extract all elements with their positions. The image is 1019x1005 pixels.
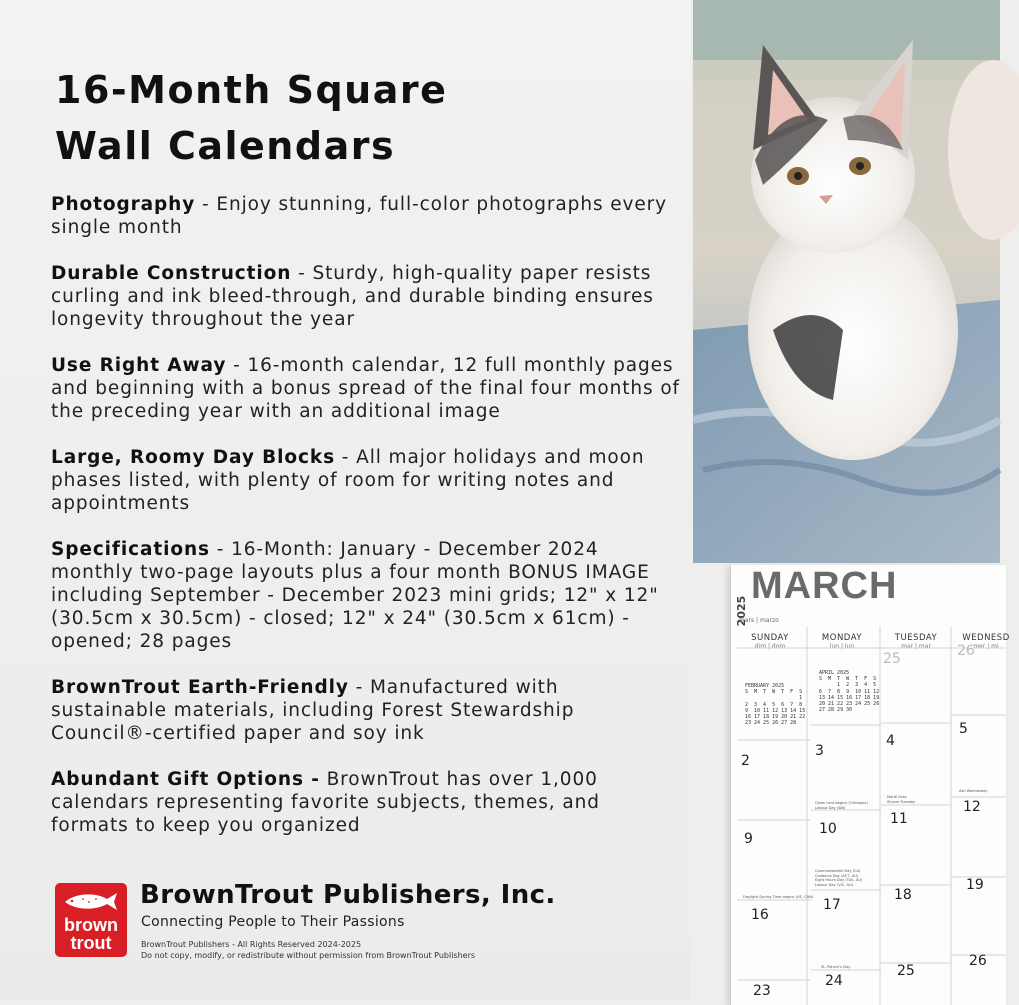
copyright-line-2: Do not copy, modify, or redistribute without permission from BrownTrout Publishers bbox=[141, 951, 476, 960]
title-line-2: Wall Calendars bbox=[55, 124, 396, 168]
day-name: MONDAY bbox=[821, 633, 863, 643]
feature-list bbox=[51, 193, 681, 860]
holiday-note bbox=[959, 789, 988, 794]
march-calendar-page bbox=[730, 565, 1010, 1005]
title-line-1: 16-Month Square bbox=[55, 68, 448, 112]
mini-calendar-february bbox=[745, 683, 805, 726]
day-number: 4 bbox=[886, 733, 895, 749]
day-number: 25 bbox=[897, 963, 915, 979]
feature-item bbox=[51, 446, 681, 515]
holiday-text: Shrove Tuesday bbox=[887, 799, 916, 804]
holiday-text: Ash Wednesday bbox=[959, 789, 988, 793]
day-translation: mar | mar bbox=[901, 643, 931, 650]
feature-text: All major holidays and moon phases listed, with plenty of room for writing notes and appointments bbox=[51, 447, 645, 514]
day-number: 26 bbox=[969, 953, 987, 969]
feature-separator bbox=[320, 769, 327, 790]
feature-text: Manufactured with sustainable materials, including Forest Stewardship Council®-certified paper and soy ink bbox=[51, 677, 575, 744]
day-number: 23 bbox=[753, 983, 771, 999]
feature-heading: Use Right Away bbox=[51, 355, 227, 376]
feature-item bbox=[51, 538, 681, 653]
day-number: 9 bbox=[744, 831, 753, 847]
day-translation: mer | mi bbox=[973, 643, 999, 650]
day-number: 24 bbox=[825, 973, 843, 989]
holiday-note bbox=[743, 895, 813, 900]
feature-item bbox=[51, 193, 681, 239]
copyright-notice bbox=[141, 939, 475, 961]
feature-item bbox=[51, 676, 681, 745]
feature-separator: - bbox=[335, 447, 357, 468]
page-title bbox=[55, 62, 447, 174]
feature-separator: - bbox=[291, 263, 313, 284]
logo-word-brown: brown bbox=[64, 915, 118, 935]
day-number: 16 bbox=[751, 907, 769, 923]
mini-calendar-grid: S M T W T F S 1 2 3 4 5 6 7 8 9 10 11 12 13 14 15 16 17 18 19 20 21 22 23 24 25 26 27 28 bbox=[745, 689, 806, 727]
publisher-tagline: Connecting People to Their Passions bbox=[141, 914, 405, 930]
feature-heading: BrownTrout Earth-Friendly bbox=[51, 677, 349, 698]
browntrout-logo bbox=[55, 883, 127, 957]
day-name: WEDNESD bbox=[962, 633, 1010, 643]
trout-fish-icon bbox=[61, 887, 121, 915]
feature-item bbox=[51, 354, 681, 423]
holiday-text: Clean Lent begins (Orthodox) bbox=[815, 801, 868, 805]
calendar-month-translations: mars | marzo bbox=[739, 617, 779, 624]
kitten-illustration bbox=[693, 0, 1000, 563]
day-number: 5 bbox=[959, 721, 968, 737]
day-name: SUNDAY bbox=[751, 633, 789, 643]
publisher-name: BrownTrout Publishers, Inc. bbox=[140, 880, 556, 910]
mini-calendar-title: APRIL 2025 bbox=[819, 670, 850, 676]
feature-text: BrownTrout has over 1,000 calendars representing favorite subjects, themes, and formats to keep you organized bbox=[51, 769, 600, 836]
holiday-text: Mardi Gras bbox=[887, 795, 907, 799]
kitten-photo bbox=[693, 0, 1000, 563]
day-translation: dim | dom bbox=[754, 643, 786, 650]
feature-item bbox=[51, 262, 681, 331]
holiday-text: Labour Day (VIC, AU) bbox=[815, 882, 854, 887]
publisher-block bbox=[52, 880, 672, 960]
day-number: 10 bbox=[819, 821, 837, 837]
day-number: 2 bbox=[741, 753, 750, 769]
feature-heading: Durable Construction bbox=[51, 263, 292, 284]
holiday-note bbox=[815, 869, 862, 887]
mini-calendar-title: FEBRUARY 2025 bbox=[745, 683, 785, 689]
holiday-note bbox=[815, 801, 868, 810]
logo-word-trout: trout bbox=[70, 933, 112, 953]
holiday-text: Commonwealth Day (CA) bbox=[815, 869, 861, 873]
feature-text: Enjoy stunning, full-color photographs every single month bbox=[51, 194, 668, 238]
day-name: TUESDAY bbox=[894, 633, 938, 643]
feature-heading: Photography bbox=[51, 194, 196, 215]
holiday-note bbox=[821, 965, 850, 970]
feature-text: 16-Month: January - December 2024 monthly two-page layouts plus a four month BONUS IMAGE including September - December 2023 mini grids; 12" x 12" (30.5cm x 30.5cm) - closed; 12" x 24" (30.5cm x 61cm) - opened; 28 pages bbox=[51, 539, 659, 652]
day-number: 19 bbox=[966, 877, 984, 893]
feature-heading: Large, Roomy Day Blocks bbox=[51, 447, 335, 468]
feature-text: Sturdy, high-quality paper resists curling and ink bleed-through, and durable binding ensures longevity throughout the year bbox=[51, 263, 654, 330]
feature-separator: - bbox=[195, 194, 217, 215]
day-number: 3 bbox=[815, 743, 824, 759]
mini-calendar-april bbox=[819, 670, 879, 713]
feature-heading: Abundant Gift Options - bbox=[51, 769, 320, 790]
feature-separator: - bbox=[226, 355, 248, 376]
feature-item bbox=[51, 768, 681, 837]
calendar-year: 2025 bbox=[735, 595, 748, 627]
day-number: 26 bbox=[957, 643, 975, 659]
copyright-line-1: BrownTrout Publishers - All Rights Reserved 2024-2025 bbox=[141, 940, 362, 949]
calendar-grid bbox=[731, 565, 1006, 1005]
day-number: 17 bbox=[823, 897, 841, 913]
day-number: 25 bbox=[883, 651, 901, 667]
feature-heading: Specifications bbox=[51, 539, 210, 560]
day-number: 12 bbox=[963, 799, 981, 815]
holiday-text: Daylight Saving Time begins (US, CAN) bbox=[743, 895, 814, 899]
feature-separator: - bbox=[209, 539, 232, 560]
day-number: 18 bbox=[894, 887, 912, 903]
feature-text: 16-month calendar, 12 full monthly pages and beginning with a bonus spread of the final four months of the preceding year with an additional image bbox=[51, 355, 680, 422]
holiday-text: Canberra Day (ACT, AU) bbox=[815, 873, 859, 878]
holiday-text: Eight Hours Day (TAS, AU) bbox=[815, 878, 863, 882]
mini-calendar-grid: S M T W T F S 1 2 3 4 5 6 7 8 9 10 11 12 13 14 15 16 17 18 19 20 21 22 23 24 25 26 27 28 29 30 bbox=[819, 676, 880, 714]
holiday-note bbox=[887, 795, 915, 804]
holiday-text: St. Patrick's Day bbox=[821, 965, 851, 969]
holiday-text: Labour Day (WA) bbox=[815, 805, 846, 810]
day-number: 11 bbox=[890, 811, 908, 827]
day-translation: lun | lun bbox=[829, 643, 855, 650]
calendar-month: MARCH bbox=[751, 565, 898, 607]
feature-separator: - bbox=[348, 677, 370, 698]
